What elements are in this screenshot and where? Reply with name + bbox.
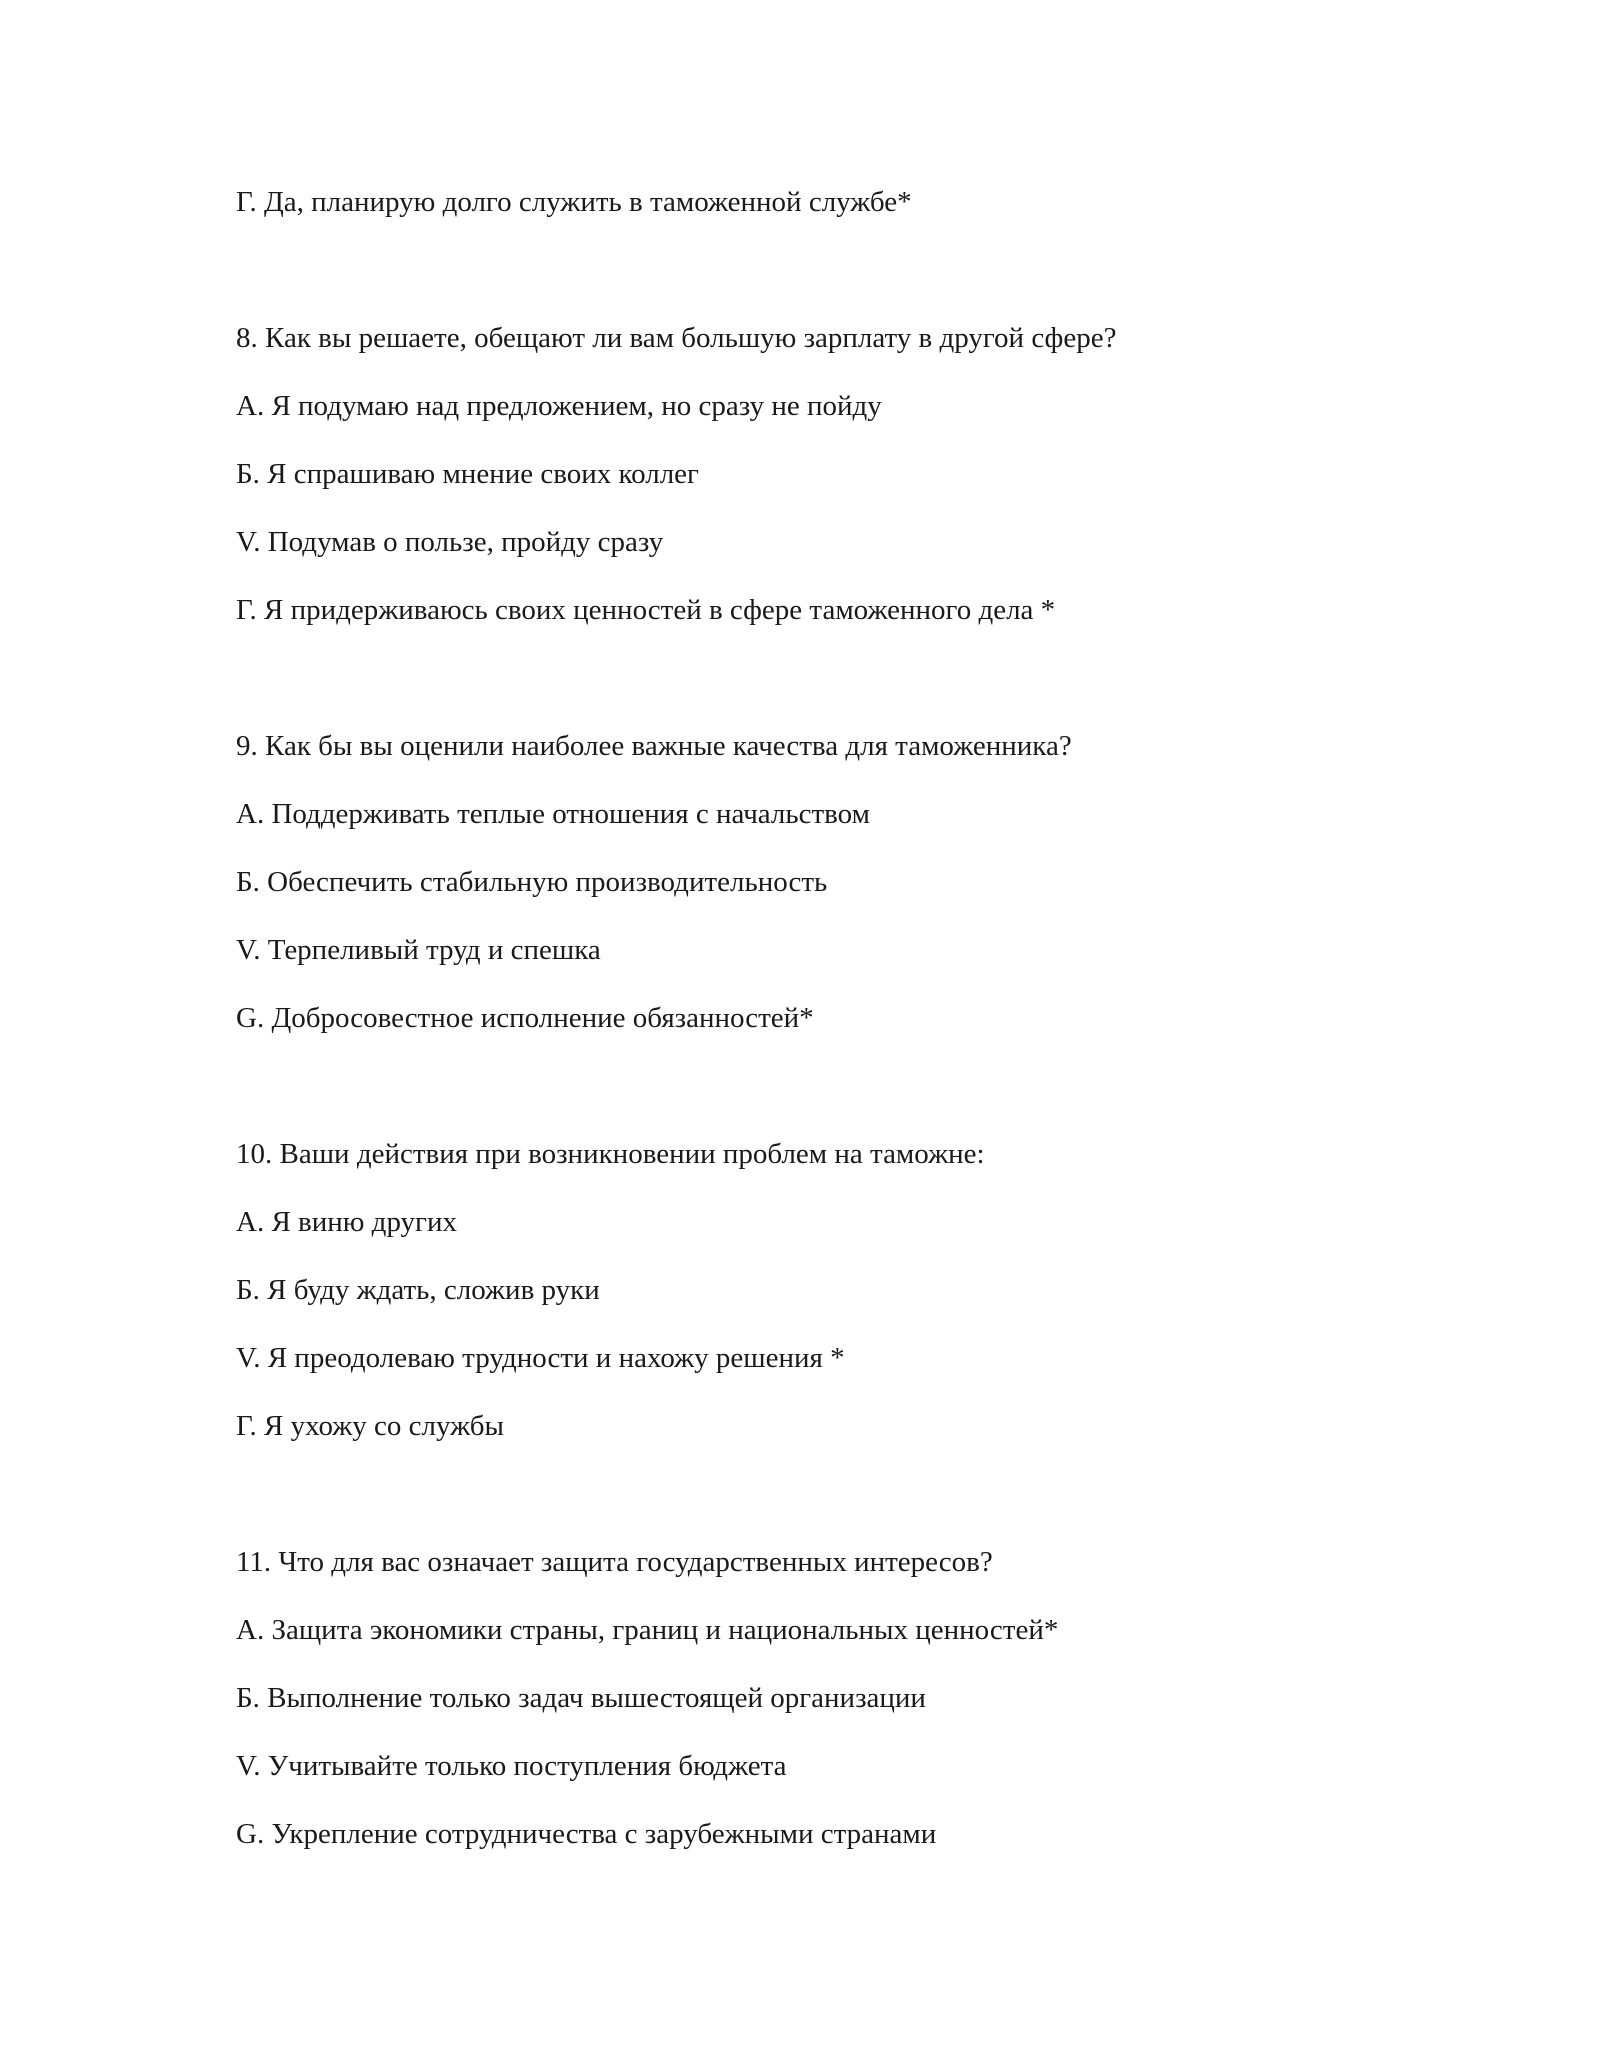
question-11: 11. Что для вас означает защита государственных интересов? [236,1546,993,1578]
question-9-option-b: Б. Обеспечить стабильную производительность [236,866,828,898]
section-spacer [236,253,1436,287]
option-g-previous: Г. Да, планирую долго служить в таможенной службе* [236,186,912,218]
question-9: 9. Как бы вы оценили наиболее важные качества для таможенника? [236,730,1072,762]
question-10: 10. Ваши действия при возникновении проблем на таможне: [236,1138,985,1170]
section-spacer [236,661,1436,695]
questionnaire-body [236,185,1436,1885]
question-11-option-g: G. Укрепление сотрудничества с зарубежными странами [236,1818,937,1850]
question-9-option-v: V. Терпеливый труд и спешка [236,934,601,966]
question-9-option-a: А. Поддерживать теплые отношения с начальством [236,798,870,830]
question-11-option-v: V. Учитывайте только поступления бюджета [236,1750,787,1782]
question-10-option-v: V. Я преодолеваю трудности и нахожу решения * [236,1342,845,1374]
question-8-option-b: Б. Я спрашиваю мнение своих коллег [236,458,699,490]
question-9-option-g: G. Добросовестное исполнение обязанностей* [236,1002,814,1034]
question-8: 8. Как вы решаете, обещают ли вам большую зарплату в другой сфере? [236,322,1117,354]
question-11-option-a: А. Защита экономики страны, границ и национальных ценностей* [236,1614,1059,1646]
question-10-option-g: Г. Я ухожу со службы [236,1410,505,1442]
question-11-option-b: Б. Выполнение только задач вышестоящей организации [236,1682,926,1714]
section-spacer [236,1069,1436,1103]
question-8-option-g: Г. Я придерживаюсь своих ценностей в сфере таможенного дела * [236,594,1056,626]
question-8-option-v: V. Подумав о пользе, пройду сразу [236,526,664,558]
question-10-option-b: Б. Я буду ждать, сложив руки [236,1274,600,1306]
question-10-option-a: А. Я виню других [236,1206,457,1238]
question-8-option-a: А. Я подумаю над предложением, но сразу не пойду [236,390,882,422]
section-spacer [236,1477,1436,1511]
